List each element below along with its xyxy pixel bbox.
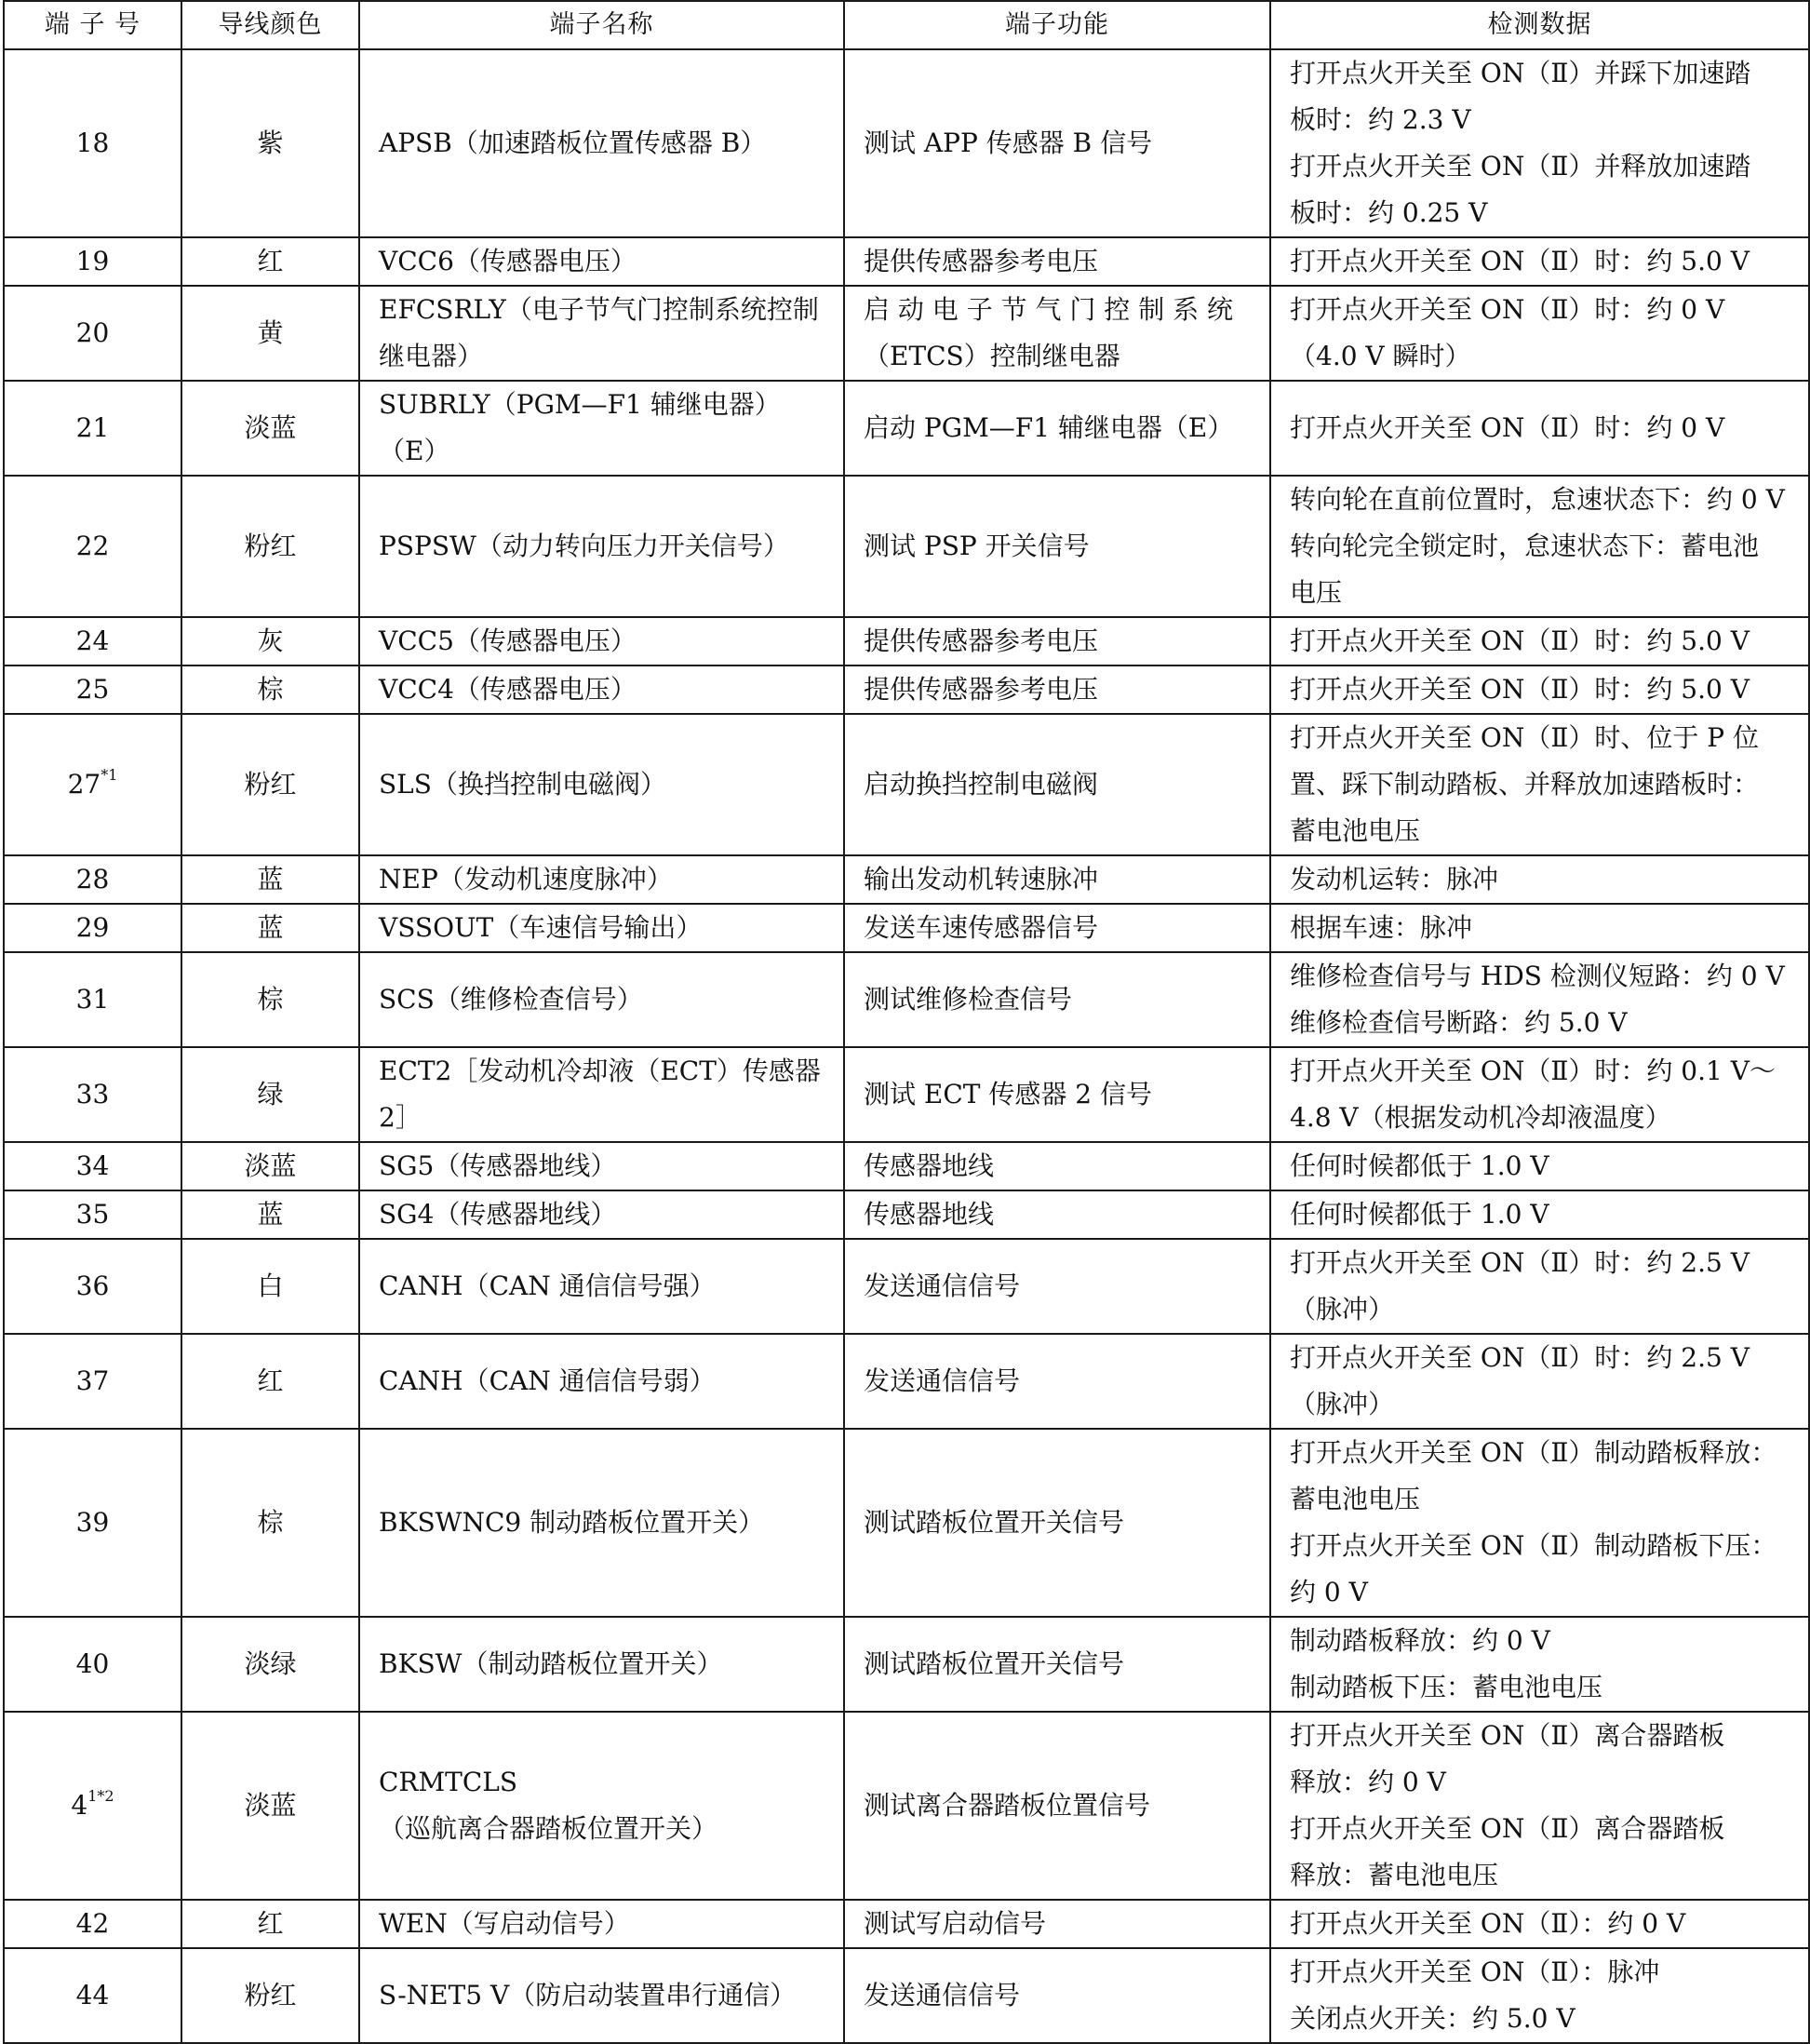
- cell-wire-color: 棕: [181, 1429, 359, 1617]
- cell-wire-color: 蓝: [181, 904, 359, 952]
- table-row: [4, 714, 1809, 855]
- cell-terminal-function: [844, 1617, 1270, 1712]
- test-data-line: （脉冲）: [1290, 1294, 1395, 1325]
- terminal-number: 42: [75, 1908, 110, 1939]
- table-body: [4, 49, 1809, 2043]
- cell-terminal-name: [359, 381, 844, 476]
- cell-terminal-function: [844, 1948, 1270, 2043]
- terminal-name-line: BKSWNC9 制动踏板位置开关）: [379, 1507, 765, 1538]
- cell-test-data: [1270, 1047, 1809, 1142]
- test-data-line: 电压: [1290, 577, 1343, 608]
- header-row: [4, 1, 1809, 49]
- cell-terminal-no: [4, 381, 181, 476]
- test-data-line: 板时：约 2.3 V: [1290, 104, 1471, 135]
- terminal-function-line: 测试 PSP 开关信号: [864, 531, 1090, 561]
- terminal-number: 29: [75, 912, 110, 943]
- terminal-name-line: CANH（CAN 通信信号弱）: [379, 1365, 716, 1396]
- terminal-number: 35: [75, 1199, 110, 1230]
- terminal-function-line: 测试踏板位置开关信号: [864, 1507, 1125, 1538]
- table-header: [4, 1, 1809, 49]
- table-row: [4, 381, 1809, 476]
- test-data-line: 任何时候都低于 1.0 V: [1290, 1150, 1549, 1181]
- terminal-function-line: 启 动 电 子 节 气 门 控 制 系 统: [864, 294, 1234, 325]
- cell-terminal-name: [359, 1429, 844, 1617]
- test-data-line: 打开点火开关至 ON（Ⅱ）并踩下加速踏: [1290, 58, 1751, 88]
- test-data-line: 维修检查信号与 HDS 检测仪短路：约 0 V: [1290, 961, 1785, 991]
- test-data-line: 打开点火开关至 ON（Ⅱ）制动踏板释放：: [1290, 1437, 1777, 1468]
- test-data-line: 打开点火开关至 ON（Ⅱ）离合器踏板: [1290, 1813, 1725, 1844]
- cell-test-data: [1270, 714, 1809, 855]
- test-data-line: 打开点火开关至 ON（Ⅱ）制动踏板下压：: [1290, 1530, 1777, 1561]
- test-data-line: 4.8 V（根据发动机冷却液温度）: [1290, 1102, 1671, 1133]
- cell-wire-color: 棕: [181, 952, 359, 1047]
- cell-terminal-name: [359, 666, 844, 714]
- terminal-number: 44: [75, 1980, 110, 2010]
- cell-test-data: [1270, 49, 1809, 237]
- cell-wire-color: 白: [181, 1239, 359, 1334]
- test-data-line: 根据车速：脉冲: [1290, 912, 1473, 943]
- test-data-line: 制动踏板释放：约 0 V: [1290, 1625, 1550, 1656]
- terminal-name-line: NEP（发动机速度脉冲）: [379, 864, 673, 894]
- terminal-name-line: SG5（传感器地线）: [379, 1150, 617, 1181]
- terminal-number: 28: [75, 864, 110, 894]
- terminal-name-line: SUBRLY（PGM—F1 辅继电器）（E）: [379, 389, 781, 466]
- cell-wire-color: 淡绿: [181, 1617, 359, 1712]
- terminal-function-line: 输出发动机转速脉冲: [864, 864, 1099, 894]
- test-data-line: 置、踩下制动踏板、并释放加速踏板时：: [1290, 769, 1760, 800]
- cell-terminal-function: [844, 952, 1270, 1047]
- cell-test-data: [1270, 1142, 1809, 1190]
- table-row: [4, 1190, 1809, 1239]
- terminal-name-line: BKSW（制动踏板位置开关）: [379, 1648, 723, 1679]
- table-row: [4, 1712, 1809, 1900]
- test-data-line: 打开点火开关至 ON（Ⅱ）：约 0 V: [1290, 1908, 1686, 1939]
- terminal-number: 22: [75, 531, 110, 561]
- test-data-line: 打开点火开关至 ON（Ⅱ）时、位于 P 位: [1290, 722, 1760, 753]
- cell-wire-color: 红: [181, 1334, 359, 1429]
- terminal-function-line: 发送车速传感器信号: [864, 912, 1099, 943]
- terminal-number: 21: [75, 412, 110, 443]
- cell-test-data: [1270, 952, 1809, 1047]
- terminal-name-line: ECT2［发动机冷却液（ECT）传感器 2］: [379, 1056, 821, 1133]
- cell-terminal-name: [359, 1900, 844, 1948]
- table-row: [4, 1047, 1809, 1142]
- cell-terminal-no: [4, 1334, 181, 1429]
- test-data-line: 关闭点火开关：约 5.0 V: [1290, 2003, 1575, 2034]
- cell-test-data: [1270, 1948, 1809, 2043]
- cell-terminal-name: [359, 1239, 844, 1334]
- table-row: [4, 237, 1809, 286]
- cell-test-data: [1270, 1429, 1809, 1617]
- cell-terminal-name: [359, 237, 844, 286]
- terminal-function-line: 传感器地线: [864, 1150, 995, 1181]
- terminal-function-line: 提供传感器参考电压: [864, 674, 1099, 705]
- cell-wire-color: 红: [181, 1900, 359, 1948]
- cell-wire-color: 绿: [181, 1047, 359, 1142]
- terminal-function-line: 提供传感器参考电压: [864, 246, 1099, 276]
- cell-terminal-name: [359, 1334, 844, 1429]
- cell-terminal-function: [844, 1142, 1270, 1190]
- terminal-function-line: 启动 PGM—F1 辅继电器（E）: [864, 412, 1234, 443]
- cell-terminal-name: [359, 476, 844, 617]
- terminal-number: 25: [75, 674, 110, 705]
- terminal-name-line: （巡航离合器踏板位置开关）: [379, 1813, 718, 1844]
- cell-terminal-no: [4, 1429, 181, 1617]
- cell-terminal-name: [359, 1047, 844, 1142]
- cell-terminal-function: [844, 237, 1270, 286]
- cell-terminal-no: [4, 666, 181, 714]
- cell-test-data: [1270, 1190, 1809, 1239]
- test-data-line: 打开点火开关至 ON（Ⅱ）时：约 5.0 V: [1290, 246, 1750, 276]
- cell-wire-color: 红: [181, 237, 359, 286]
- cell-wire-color: 粉红: [181, 714, 359, 855]
- terminal-function-line: 传感器地线: [864, 1199, 995, 1230]
- terminal-function-line: 发送通信信号: [864, 1980, 1021, 2010]
- terminal-number: 18: [75, 128, 110, 158]
- cell-wire-color: 粉红: [181, 1948, 359, 2043]
- cell-wire-color: 淡蓝: [181, 1142, 359, 1190]
- cell-terminal-function: [844, 1900, 1270, 1948]
- test-data-line: 打开点火开关至 ON（Ⅱ）时：约 5.0 V: [1290, 674, 1750, 705]
- table-row: [4, 286, 1809, 381]
- cell-terminal-function: [844, 1334, 1270, 1429]
- header-terminal-function: 端子功能: [844, 1, 1270, 49]
- cell-terminal-name: [359, 286, 844, 381]
- cell-test-data: [1270, 666, 1809, 714]
- cell-wire-color: 淡蓝: [181, 1712, 359, 1900]
- cell-test-data: [1270, 1334, 1809, 1429]
- table-row: [4, 1948, 1809, 2043]
- cell-test-data: [1270, 1900, 1809, 1948]
- test-data-line: 打开点火开关至 ON（Ⅱ）时：约 2.5 V: [1290, 1342, 1750, 1373]
- terminal-function-line: 测试踏板位置开关信号: [864, 1648, 1125, 1679]
- cell-terminal-function: [844, 286, 1270, 381]
- cell-wire-color: 蓝: [181, 1190, 359, 1239]
- table-row: [4, 1334, 1809, 1429]
- cell-terminal-name: [359, 1190, 844, 1239]
- test-data-line: 维修检查信号断路：约 5.0 V: [1290, 1007, 1628, 1038]
- terminal-name-line: APSB（加速踏板位置传感器 B）: [379, 128, 767, 158]
- test-data-line: 释放：约 0 V: [1290, 1767, 1446, 1797]
- cell-wire-color: 淡蓝: [181, 381, 359, 476]
- test-data-line: 约 0 V: [1290, 1577, 1368, 1607]
- table-row: [4, 1142, 1809, 1190]
- cell-test-data: [1270, 237, 1809, 286]
- terminal-number: 34: [75, 1150, 110, 1181]
- cell-terminal-function: [844, 1190, 1270, 1239]
- cell-test-data: [1270, 476, 1809, 617]
- cell-wire-color: 紫: [181, 49, 359, 237]
- cell-terminal-name: [359, 49, 844, 237]
- terminal-name-line: EFCSRLY（电子节气门控制系统控制: [379, 294, 819, 325]
- terminal-number: 37: [75, 1365, 110, 1396]
- cell-terminal-no: [4, 1712, 181, 1900]
- terminal-number: 40: [75, 1648, 110, 1679]
- cell-terminal-name: [359, 714, 844, 855]
- cell-terminal-no: [4, 617, 181, 666]
- cell-terminal-name: [359, 952, 844, 1047]
- cell-test-data: [1270, 1712, 1809, 1900]
- cell-terminal-no: [4, 1239, 181, 1334]
- table-row: [4, 617, 1809, 666]
- test-data-line: 打开点火开关至 ON（Ⅱ）并释放加速踏: [1290, 151, 1751, 182]
- terminal-number: 4: [71, 1790, 88, 1821]
- terminal-function-line: 测试维修检查信号: [864, 984, 1073, 1015]
- test-data-line: 发动机运转：脉冲: [1290, 864, 1499, 894]
- cell-terminal-no: [4, 952, 181, 1047]
- test-data-line: 打开点火开关至 ON（Ⅱ）时：约 0.1 V～: [1290, 1056, 1776, 1086]
- table-row: [4, 1617, 1809, 1712]
- table-row: [4, 1239, 1809, 1334]
- cell-terminal-function: [844, 1429, 1270, 1617]
- test-data-line: 蓄电池电压: [1290, 1484, 1421, 1514]
- cell-wire-color: 棕: [181, 666, 359, 714]
- test-data-line: 蓄电池电压: [1290, 815, 1421, 846]
- table-row: [4, 49, 1809, 237]
- cell-test-data: [1270, 286, 1809, 381]
- test-data-line: （4.0 V 瞬时）: [1290, 341, 1471, 371]
- terminal-function-line: 提供传感器参考电压: [864, 625, 1099, 656]
- cell-terminal-function: [844, 1047, 1270, 1142]
- cell-terminal-function: [844, 1239, 1270, 1334]
- table-row: [4, 476, 1809, 617]
- test-data-line: 打开点火开关至 ON（Ⅱ）时：约 2.5 V: [1290, 1247, 1750, 1278]
- cell-terminal-function: [844, 381, 1270, 476]
- terminal-function-line: 测试离合器踏板位置信号: [864, 1790, 1151, 1821]
- test-data-line: 板时：约 0.25 V: [1290, 197, 1488, 228]
- cell-terminal-name: [359, 1617, 844, 1712]
- cell-terminal-function: [844, 904, 1270, 952]
- test-data-line: （脉冲）: [1290, 1389, 1395, 1419]
- test-data-line: 打开点火开关至 ON（Ⅱ）时：约 0 V: [1290, 294, 1725, 325]
- test-data-line: 打开点火开关至 ON（Ⅱ）：脉冲: [1290, 1957, 1660, 1987]
- cell-terminal-no: [4, 904, 181, 952]
- terminal-function-line: 启动换挡控制电磁阀: [864, 769, 1099, 800]
- cell-terminal-no: [4, 1617, 181, 1712]
- terminal-function-line: 测试写启动信号: [864, 1908, 1047, 1939]
- cell-terminal-name: [359, 855, 844, 904]
- cell-terminal-name: [359, 1142, 844, 1190]
- terminal-number: 19: [75, 246, 110, 276]
- cell-terminal-function: [844, 855, 1270, 904]
- terminal-function-line: 测试 ECT 传感器 2 信号: [864, 1079, 1152, 1109]
- terminal-name-line: CANH（CAN 通信信号强）: [379, 1271, 716, 1301]
- test-data-line: 释放：蓄电池电压: [1290, 1860, 1499, 1890]
- terminal-footnote-mark: *1: [101, 766, 118, 784]
- cell-test-data: [1270, 1239, 1809, 1334]
- cell-terminal-function: [844, 1712, 1270, 1900]
- cell-test-data: [1270, 904, 1809, 952]
- terminal-number: 24: [75, 625, 110, 656]
- cell-terminal-name: [359, 1712, 844, 1900]
- table-row: [4, 1429, 1809, 1617]
- cell-terminal-no: [4, 49, 181, 237]
- terminal-name-line: VCC5（传感器电压）: [379, 625, 637, 656]
- cell-terminal-no: [4, 237, 181, 286]
- terminal-function-line: （ETCS）控制继电器: [864, 341, 1120, 371]
- cell-terminal-function: [844, 714, 1270, 855]
- terminal-number: 39: [75, 1507, 110, 1538]
- table-row: [4, 952, 1809, 1047]
- test-data-line: 转向轮在直前位置时，怠速状态下：约 0 V: [1290, 484, 1785, 515]
- cell-wire-color: 灰: [181, 617, 359, 666]
- cell-test-data: [1270, 1617, 1809, 1712]
- table-row: [4, 855, 1809, 904]
- terminal-name-line: SCS（维修检查信号）: [379, 984, 643, 1015]
- cell-terminal-no: [4, 286, 181, 381]
- terminal-number: 31: [75, 984, 110, 1015]
- terminal-name-line: CRMTCLS: [379, 1767, 518, 1797]
- cell-terminal-no: [4, 1142, 181, 1190]
- header-wire-color: 导线颜色: [181, 1, 359, 49]
- cell-terminal-no: [4, 855, 181, 904]
- terminal-number: 36: [75, 1271, 110, 1301]
- terminal-name-line: WEN（写启动信号）: [379, 1908, 630, 1939]
- terminal-name-line: VCC4（传感器电压）: [379, 674, 637, 705]
- cell-terminal-no: [4, 1900, 181, 1948]
- test-data-line: 打开点火开关至 ON（Ⅱ）时：约 5.0 V: [1290, 625, 1750, 656]
- table-row: [4, 1900, 1809, 1948]
- table-row: [4, 904, 1809, 952]
- terminal-table: [3, 0, 1810, 2044]
- terminal-name-line: SG4（传感器地线）: [379, 1199, 617, 1230]
- terminal-function-line: 发送通信信号: [864, 1271, 1021, 1301]
- cell-terminal-name: [359, 617, 844, 666]
- cell-terminal-no: [4, 476, 181, 617]
- terminal-name-line: S-NET5 V（防启动装置串行通信）: [379, 1980, 797, 2010]
- cell-wire-color: 粉红: [181, 476, 359, 617]
- terminal-number: 27: [67, 769, 101, 800]
- cell-terminal-name: [359, 904, 844, 952]
- terminal-function-line: 测试 APP 传感器 B 信号: [864, 128, 1153, 158]
- terminal-number: 20: [75, 317, 110, 348]
- header-terminal-name: 端子名称: [359, 1, 844, 49]
- header-terminal-no: 端 子 号: [4, 1, 181, 49]
- terminal-name-line: PSPSW（动力转向压力开关信号）: [379, 531, 789, 561]
- test-data-line: 打开点火开关至 ON（Ⅱ）离合器踏板: [1290, 1720, 1725, 1751]
- terminal-footnote-mark: 1*2: [87, 1787, 114, 1805]
- cell-terminal-function: [844, 617, 1270, 666]
- test-data-line: 制动踏板下压：蓄电池电压: [1290, 1672, 1603, 1702]
- cell-test-data: [1270, 855, 1809, 904]
- terminal-name-line: VSSOUT（车速信号输出）: [379, 912, 703, 943]
- cell-terminal-name: [359, 1948, 844, 2043]
- cell-terminal-no: [4, 1948, 181, 2043]
- terminal-function-line: 发送通信信号: [864, 1365, 1021, 1396]
- cell-terminal-no: [4, 1047, 181, 1142]
- cell-test-data: [1270, 617, 1809, 666]
- cell-wire-color: 蓝: [181, 855, 359, 904]
- cell-terminal-function: [844, 666, 1270, 714]
- table-row: [4, 666, 1809, 714]
- test-data-line: 转向轮完全锁定时，怠速状态下：蓄电池: [1290, 531, 1760, 561]
- test-data-line: 任何时候都低于 1.0 V: [1290, 1199, 1549, 1230]
- cell-wire-color: 黄: [181, 286, 359, 381]
- header-test-data: 检测数据: [1270, 1, 1809, 49]
- terminal-name-line: SLS（换挡控制电磁阀）: [379, 769, 666, 800]
- terminal-number: 33: [75, 1079, 110, 1109]
- cell-terminal-function: [844, 49, 1270, 237]
- test-data-line: 打开点火开关至 ON（Ⅱ）时：约 0 V: [1290, 412, 1725, 443]
- cell-test-data: [1270, 381, 1809, 476]
- cell-terminal-function: [844, 476, 1270, 617]
- terminal-name-line: 继电器）: [379, 341, 484, 371]
- cell-terminal-no: [4, 714, 181, 855]
- cell-terminal-no: [4, 1190, 181, 1239]
- terminal-name-line: VCC6（传感器电压）: [379, 246, 637, 276]
